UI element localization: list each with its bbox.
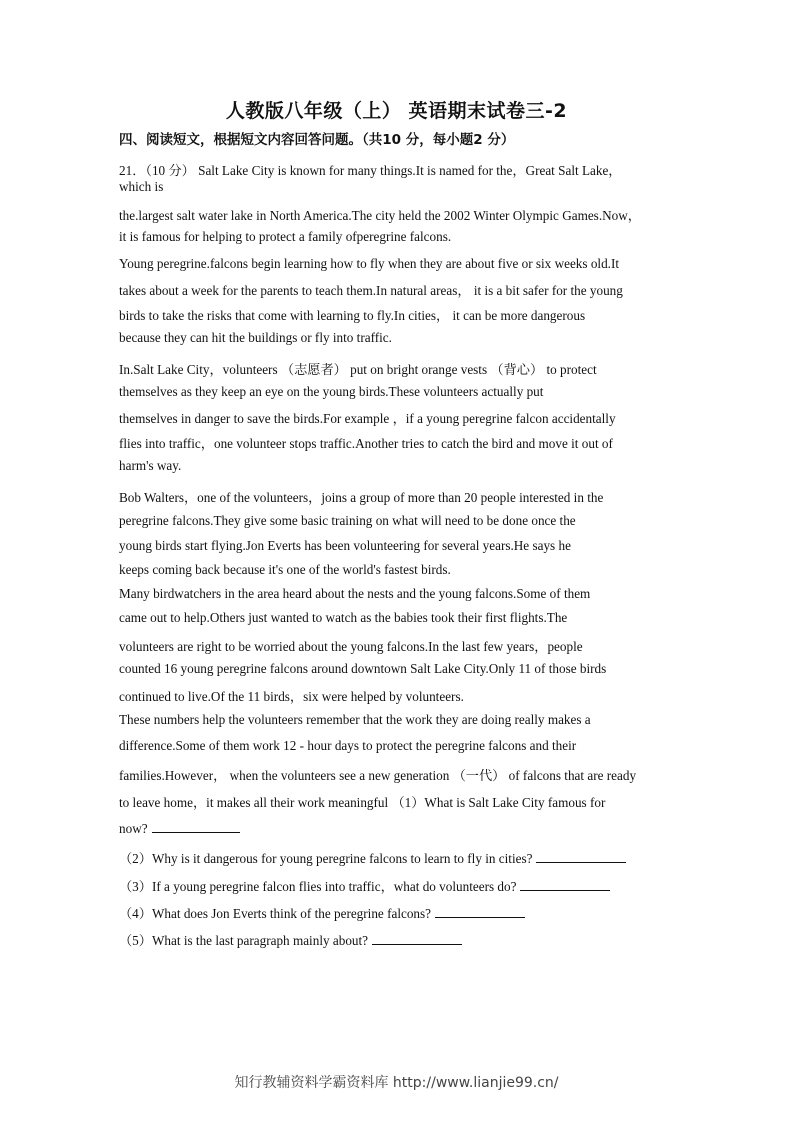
- question-4: [119, 903, 679, 922]
- answer-blank-3[interactable]: [520, 878, 610, 891]
- question-text: （3）If a young peregrine falcon flies into traffic，what do volunteers do?: [119, 879, 517, 894]
- answer-blank-5[interactable]: [372, 932, 462, 945]
- passage-line: came out to help.Others just wanted to watch as the babies took their first flights.The: [119, 610, 568, 625]
- passage-line: In.Salt Lake City，volunteers （志愿者） put on bright orange vests （背心） to protect: [119, 362, 597, 377]
- section-heading: 四、阅读短文，根据短文内容回答问题。（共10 分，每小题2 分）: [119, 132, 515, 148]
- passage-line: Bob Walters，one of the volunteers，joins a group of more than 20 people interested in the: [119, 490, 604, 505]
- footer-watermark: 知行教辅资料学霸资料库 http://www.lianjie99.cn/: [234, 1075, 559, 1091]
- question-text: （5）What is the last paragraph mainly about?: [119, 933, 369, 948]
- question-text: （2）Why is it dangerous for young peregrine falcons to learn to fly in cities?: [119, 851, 533, 866]
- question-1-line: [119, 820, 679, 837]
- passage-line: Many birdwatchers in the area heard about the nests and the young falcons.Some of them: [119, 586, 591, 601]
- page-title: 人教版八年级（上） 英语期末试卷三-2: [225, 100, 568, 122]
- passage-line: to leave home，it makes all their work meaningful （1）What is Salt Lake City famous for: [119, 795, 606, 810]
- passage-line: birds to take the risks that come with learning to fly.In cities， it can be more dangerous: [119, 308, 586, 323]
- passage-line: 21．（10 分） Salt Lake City is known for many things.It is named for the，Great Salt Lake，: [119, 163, 622, 178]
- passage-line: takes about a week for the parents to teach them.In natural areas， it is a bit safer for the young: [119, 283, 623, 298]
- passage-line: themselves in danger to save the birds.For example ，if a young peregrine falcon accidentally: [119, 411, 616, 426]
- passage-line: harm's way.: [119, 458, 182, 473]
- answer-blank-2[interactable]: [536, 850, 626, 863]
- answer-blank-4[interactable]: [435, 905, 525, 918]
- passage-line: keeps coming back because it's one of the world's fastest birds.: [119, 562, 451, 577]
- passage-line: themselves as they keep an eye on the young birds.These volunteers actually put: [119, 384, 544, 399]
- passage-line: These numbers help the volunteers remember that the work they are doing really makes a: [119, 712, 591, 727]
- passage-line: young birds start flying.Jon Everts has been volunteering for several years.He says he: [119, 538, 571, 553]
- passage-line: the.largest salt water lake in North America.The city held the 2002 Winter Olympic Games.Now，: [119, 208, 641, 223]
- passage-line: volunteers are right to be worried about the young falcons.In the last few years，people: [119, 639, 583, 654]
- passage-line: counted 16 young peregrine falcons around downtown Salt Lake City.Only 11 of those birds: [119, 661, 607, 676]
- passage-line: which is: [119, 179, 164, 194]
- passage-line: peregrine falcons.They give some basic training on what will need to be done once the: [119, 513, 576, 528]
- question-1-text: now?: [119, 821, 148, 836]
- passage-line: difference.Some of them work 12 - hour days to protect the peregrine falcons and their: [119, 738, 577, 753]
- passage-line: continued to live.Of the 11 birds，six were helped by volunteers.: [119, 689, 464, 704]
- passage-line: Young peregrine.falcons begin learning how to fly when they are about five or six weeks old.It: [119, 256, 620, 271]
- question-3: [119, 876, 679, 895]
- passage-line: it is famous for helping to protect a family ofperegrine falcons.: [119, 229, 452, 244]
- passage-line: because they can hit the buildings or fly into traffic.: [119, 330, 392, 345]
- question-2: [119, 848, 679, 867]
- passage-line: flies into traffic，one volunteer stops traffic.Another tries to catch the bird and move it out of: [119, 436, 613, 451]
- passage-line: families.However， when the volunteers see a new generation （一代） of falcons that are ready: [119, 768, 637, 783]
- answer-blank-1[interactable]: [152, 820, 240, 833]
- question-5: [119, 930, 679, 949]
- question-text: （4）What does Jon Everts think of the peregrine falcons?: [119, 906, 432, 921]
